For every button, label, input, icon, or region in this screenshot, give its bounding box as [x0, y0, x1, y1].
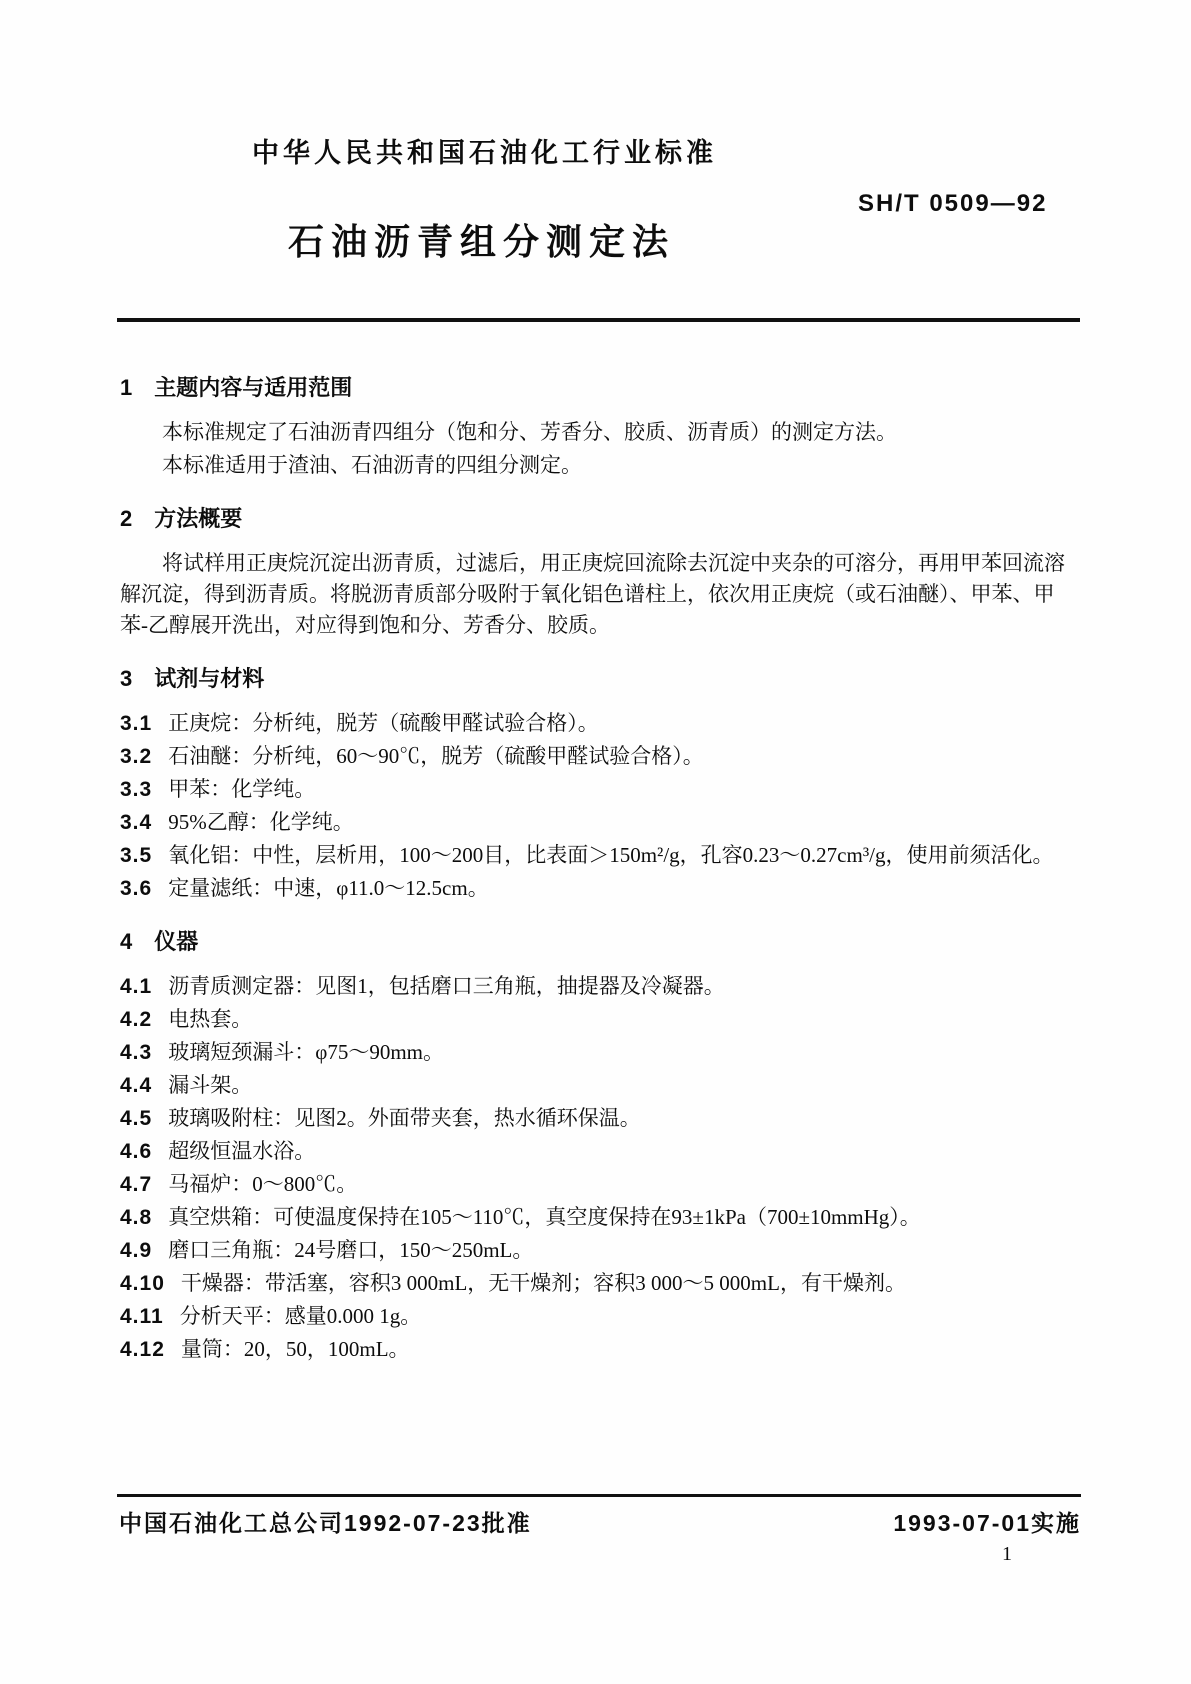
footer-approval: 中国石油化工总公司1992-07-23批准: [119, 1510, 532, 1536]
footer-divider: [117, 1494, 1081, 1497]
item-text: 玻璃短颈漏斗：φ75～90mm。: [168, 1040, 444, 1064]
item-text: 沥青质测定器：见图1，包括磨口三角瓶，抽提器及冷凝器。: [168, 974, 725, 998]
item-number: 4.7: [120, 1173, 153, 1196]
section-3-number: 3: [120, 666, 133, 691]
item-number: 4.2: [120, 1008, 153, 1031]
section-2-title: 方法概要: [154, 506, 243, 531]
item-text: 量筒：20，50，100mL。: [180, 1337, 410, 1361]
list-item: [120, 1202, 1082, 1233]
item-text: 超级恒温水浴。: [168, 1139, 316, 1163]
list-item: [120, 1136, 1082, 1167]
list-item: [120, 774, 1082, 805]
list-item: [120, 1301, 1082, 1332]
list-item: [120, 741, 1082, 772]
item-number: 3.3: [120, 778, 153, 801]
section-1-paragraph-2: 本标准适用于渣油、石油沥青的四组分测定。: [162, 453, 582, 477]
section-4-heading: [120, 926, 1082, 957]
standard-org-line: 中华人民共和国石油化工行业标准: [252, 138, 717, 168]
item-number: 4.6: [120, 1140, 153, 1163]
list-item: [120, 1103, 1082, 1134]
list-item: [120, 1169, 1082, 1200]
item-number: 4.3: [120, 1041, 153, 1064]
item-text: 定量滤纸：中速，φ11.0～12.5cm。: [168, 876, 489, 900]
item-text: 电热套。: [168, 1007, 253, 1031]
list-item: [120, 1070, 1082, 1101]
list-item: [120, 873, 1082, 904]
item-text: 石油醚：分析纯，60～90℃，脱芳（硫酸甲醛试验合格）。: [168, 744, 704, 768]
section-2-number: 2: [120, 506, 133, 531]
item-number: 3.2: [120, 745, 153, 768]
section-1-heading: [120, 372, 1082, 403]
section-4-title: 仪器: [154, 929, 199, 954]
document-title: 石油沥青组分测定法: [288, 221, 676, 262]
document-body: [120, 350, 1082, 1367]
item-number: 4.10: [120, 1272, 165, 1295]
standard-number: SH/T 0509—92: [858, 190, 1048, 217]
list-item: [120, 1235, 1082, 1266]
item-number: 3.5: [120, 844, 153, 867]
item-number: 3.1: [120, 712, 153, 735]
item-number: 3.4: [120, 811, 153, 834]
section-3-title: 试剂与材料: [154, 666, 265, 691]
item-number: 4.5: [120, 1107, 153, 1130]
section-1-paragraph-1: 本标准规定了石油沥青四组分（饱和分、芳香分、胶质、沥青质）的测定方法。: [162, 420, 897, 444]
list-item: [120, 1037, 1082, 1068]
item-text: 分析天平：感量0.000 1g。: [179, 1304, 422, 1328]
list-item: [120, 971, 1082, 1002]
list-item: [120, 1334, 1082, 1365]
section-3-heading: [120, 663, 1082, 694]
section-1-title: 主题内容与适用范围: [154, 375, 353, 400]
page-number: 1: [1002, 1543, 1012, 1565]
title-divider: [117, 318, 1080, 322]
item-number: 4.8: [120, 1206, 153, 1229]
item-text: 甲苯：化学纯。: [168, 777, 316, 801]
item-number: 4.1: [120, 975, 153, 998]
section-4-number: 4: [120, 929, 133, 954]
footer-implementation: 1993-07-01实施: [893, 1510, 1081, 1536]
item-number: 4.12: [120, 1338, 165, 1361]
item-number: 3.6: [120, 877, 153, 900]
item-text: 正庚烷：分析纯，脱芳（硫酸甲醛试验合格）。: [168, 711, 599, 735]
item-text: 玻璃吸附柱：见图2。外面带夹套，热水循环保温。: [168, 1106, 641, 1130]
item-text: 干燥器：带活塞，容积3 000mL，无干燥剂；容积3 000～5 000mL，有干燥剂。: [180, 1271, 906, 1295]
item-text: 氧化铝：中性，层析用，100～200目，比表面＞150m²/g，孔容0.23～0.27cm³/g，使用前须活化。: [168, 843, 1054, 867]
list-item: [120, 1004, 1082, 1035]
section-2-heading: [120, 503, 1082, 534]
list-item: [120, 708, 1082, 739]
item-text: 马福炉：0～800℃。: [168, 1172, 358, 1196]
item-text: 磨口三角瓶：24号磨口，150～250mL。: [168, 1238, 534, 1262]
list-item: [120, 807, 1082, 838]
section-1-number: 1: [120, 375, 133, 400]
item-number: 4.4: [120, 1074, 153, 1097]
item-number: 4.11: [120, 1305, 164, 1328]
list-item: [120, 840, 1082, 871]
list-item: [120, 1268, 1082, 1299]
item-number: 4.9: [120, 1239, 153, 1262]
item-text: 漏斗架。: [168, 1073, 253, 1097]
section-2-paragraph-1: 将试样用正庚烷沉淀出沥青质，过滤后，用正庚烷回流除去沉淀中夹杂的可溶分，再用甲苯回流溶解沉淀，得到沥青质。将脱沥青质部分吸附于氧化铝色谱柱上，依次用正庚烷（或石油醚）、甲苯、甲苯-乙醇展开洗出，对应得到饱和分、芳香分、胶质。: [120, 551, 1065, 637]
item-text: 95%乙醇：化学纯。: [168, 810, 354, 834]
item-text: 真空烘箱：可使温度保持在105～110℃，真空度保持在93±1kPa（700±10mmHg）。: [168, 1205, 921, 1229]
